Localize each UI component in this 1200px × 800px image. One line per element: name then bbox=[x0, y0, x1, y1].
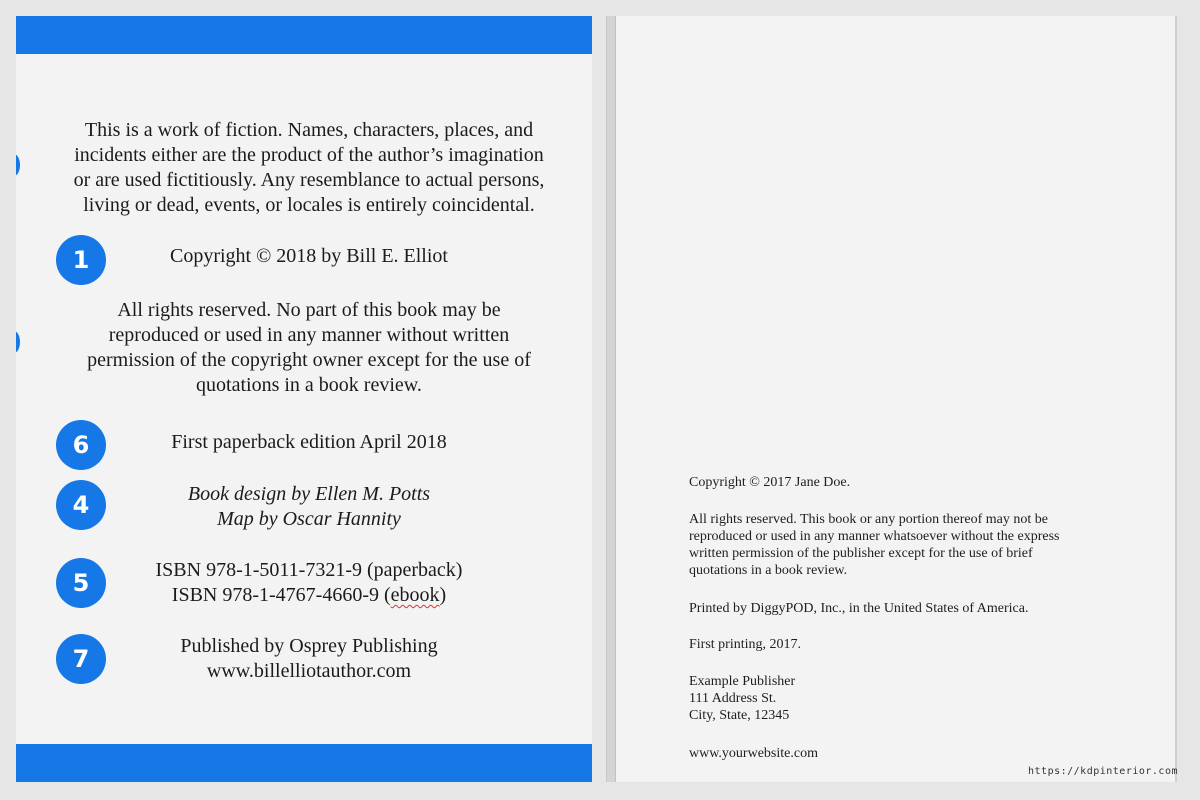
design-credits bbox=[36, 482, 582, 532]
credit-line: Map by Oscar Hannity bbox=[217, 508, 401, 530]
disclaimer-line: incidents either are the product of the author’s imagination bbox=[74, 144, 544, 166]
printing-line bbox=[689, 636, 1129, 653]
page-gutter bbox=[606, 16, 616, 782]
fiction-disclaimer bbox=[36, 118, 582, 218]
rights-statement bbox=[689, 511, 1129, 579]
copyright-text: Copyright © 2017 Jane Doe. bbox=[689, 475, 851, 490]
isbn-ebook: ISBN 978-1-4767-4660-9 (ebook) bbox=[171, 584, 447, 606]
publisher-block bbox=[36, 634, 582, 684]
publisher-name: Published by Osprey Publishing bbox=[180, 635, 438, 657]
website-text: www.yourwebsite.com bbox=[689, 746, 818, 761]
left-copyright-page bbox=[16, 16, 592, 782]
step-badge-credits: 4 bbox=[56, 480, 106, 530]
disclaimer-line: living or dead, events, or locales is entirely coincidental. bbox=[83, 194, 535, 216]
top-accent-band bbox=[16, 16, 592, 54]
copyright-text: Copyright © 2018 by Bill E. Elliot bbox=[170, 245, 448, 267]
edition-line bbox=[36, 430, 582, 455]
step-badge-publisher: 7 bbox=[56, 634, 106, 684]
copyright-notice bbox=[689, 474, 1129, 491]
rights-statement bbox=[36, 298, 582, 398]
publisher-address bbox=[689, 673, 1129, 724]
disclaimer-line: or are used fictitiously. Any resemblance to actual persons, bbox=[73, 169, 545, 191]
printer-text: Printed by DiggyPOD, Inc., in the United States of America. bbox=[689, 601, 1029, 616]
step-badge-isbn: 5 bbox=[56, 558, 106, 608]
source-watermark: https://kdpinterior.com bbox=[1028, 766, 1178, 777]
edge-marker bbox=[16, 331, 20, 353]
rights-line: quotations in a book review. bbox=[196, 374, 422, 396]
edition-text: First paperback edition April 2018 bbox=[171, 431, 447, 453]
printing-text: First printing, 2017. bbox=[689, 637, 802, 652]
step-badge-copyright: 1 bbox=[56, 235, 106, 285]
website-line bbox=[689, 745, 1129, 762]
rights-line: quotations in a book review. bbox=[689, 563, 848, 578]
rights-line: All rights reserved. No part of this book may be bbox=[117, 299, 501, 321]
rights-line: reproduced or used in any manner whatsoever without the express bbox=[689, 529, 1060, 544]
credit-line: Book design by Ellen M. Potts bbox=[187, 483, 431, 505]
publisher-website: www.billelliotauthor.com bbox=[206, 660, 412, 682]
rights-line: permission of the copyright owner except for the use of bbox=[87, 349, 531, 371]
copyright-line bbox=[36, 244, 582, 269]
spellcheck-underlined-word: ebook bbox=[390, 584, 440, 606]
address-line: 111 Address St. bbox=[689, 691, 777, 706]
rights-line: All rights reserved. This book or any portion thereof may not be bbox=[689, 512, 1048, 527]
isbn-block bbox=[36, 558, 582, 608]
isbn-paperback: ISBN 978-1-5011-7321-9 (paperback) bbox=[155, 559, 463, 581]
rights-line: written permission of the publisher except for the use of brief bbox=[689, 546, 1033, 561]
printer-line bbox=[689, 600, 1129, 617]
address-line: City, State, 12345 bbox=[689, 708, 790, 723]
bottom-accent-band bbox=[16, 744, 592, 782]
address-line: Example Publisher bbox=[689, 674, 796, 689]
edge-marker bbox=[16, 154, 20, 176]
step-badge-edition: 6 bbox=[56, 420, 106, 470]
rights-line: reproduced or used in any manner without written bbox=[108, 324, 510, 346]
right-copyright-page bbox=[616, 16, 1177, 782]
disclaimer-line: This is a work of fiction. Names, characters, places, and bbox=[84, 119, 534, 141]
